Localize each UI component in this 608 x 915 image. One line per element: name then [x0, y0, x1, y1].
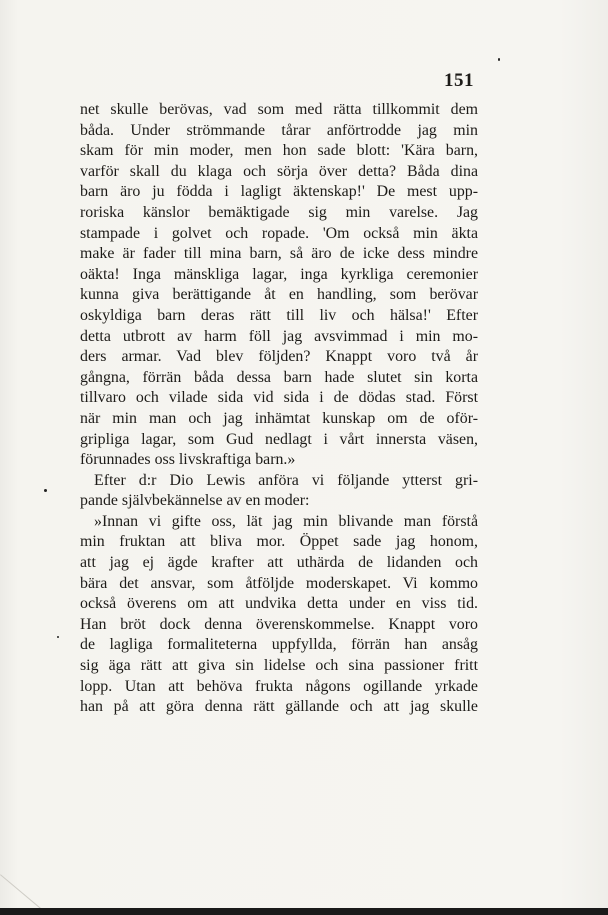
- page-number: 151: [444, 70, 474, 91]
- text-line: tillvaro och vilade sida vid sida i de dödas stad. Först: [80, 389, 478, 407]
- ink-speck: [498, 58, 500, 61]
- text-line: oskyldiga barn deras rätt till liv och hälsa!' Efter: [80, 306, 478, 324]
- text-line: de lagliga formaliteterna uppfyllda, förrän han ansåg: [80, 636, 478, 654]
- text-line: min fruktan att bliva mor. Öppet sade jag honom,: [80, 533, 478, 551]
- text-line: net skulle berövas, vad som med rätta tillkommit dem: [80, 101, 478, 118]
- text-line: varför skall du klaga och sörja över detta? Båda dina: [80, 162, 478, 180]
- text-line: förunnades oss livskraftiga barn.»: [80, 451, 296, 469]
- text-line: pande självbekännelse av en moder:: [80, 492, 310, 510]
- text-line: make är fader till mina barn, så äro de icke dess mindre: [80, 245, 478, 263]
- text-line: att jag ej ägde krafter att uthärda de lidanden och: [80, 554, 478, 572]
- text-line: gångna, förrän båda dessa barn hade slutet sin korta: [80, 368, 478, 386]
- text-line: skam för min moder, men hon sade blott: 'Kära barn,: [80, 142, 478, 160]
- text-line: Han bröt dock denna överenskommelse. Knappt voro: [80, 615, 478, 633]
- text-line: sig äga rätt att giva sin lidelse och sina passioner fritt: [80, 657, 478, 675]
- text-line: också överens om att undvika detta under en viss tid.: [80, 595, 478, 613]
- body-text: [80, 100, 478, 718]
- text-line: båda. Under strömmande tårar anförtrodde jag min: [80, 121, 478, 139]
- text-line: stampade i golvet och ropade. 'Om också min äkta: [80, 224, 478, 242]
- text-line: barn äro ju födda i lagligt äktenskap!' De mest upp-: [80, 183, 478, 201]
- text-line: oäkta! Inga mänskliga lagar, inga kyrkliga ceremonier: [80, 265, 478, 283]
- text-line: kunna giva berättigande åt en handling, som berövar: [80, 286, 478, 304]
- text-line: när min man och jag inhämtat kunskap om de oför-: [80, 409, 478, 427]
- text-line: bära det ansvar, som åtföljde moderskapet. Vi kommo: [80, 574, 478, 592]
- text-line: han på att göra denna rätt gällande och att jag skulle: [80, 698, 478, 716]
- text-line: roriska känslor bemäktigade sig min varelse. Jag: [80, 203, 478, 221]
- text-line: Efter d:r Dio Lewis anföra vi följande ytterst gri-: [94, 471, 478, 489]
- text-line: ders armar. Vad blev följden? Knappt voro två år: [80, 348, 478, 366]
- scan-edge: [0, 908, 608, 915]
- ink-speck: [57, 636, 59, 638]
- text-line: lopp. Utan att behöva frukta någons ogillande yrkade: [80, 677, 478, 695]
- text-line: »Innan vi gifte oss, lät jag min blivande man förstå: [94, 512, 478, 530]
- text-line: detta utbrott av harm föll jag avsvimmad i min mo-: [80, 327, 478, 345]
- text-line: gripliga lagar, som Gud nedlagt i vårt innersta väsen,: [80, 430, 478, 448]
- ink-speck: [44, 489, 47, 492]
